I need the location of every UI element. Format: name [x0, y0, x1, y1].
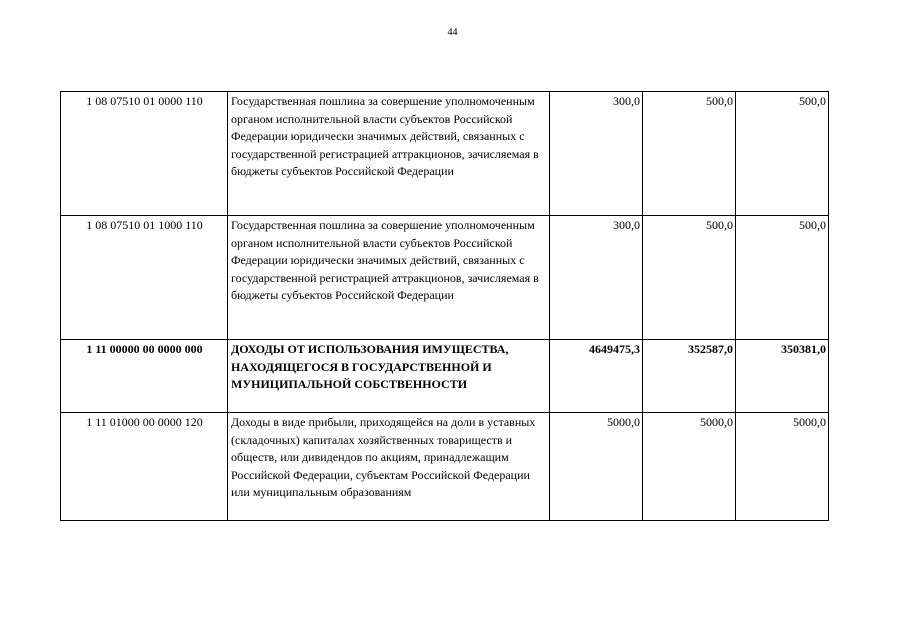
revenue-code: 1 08 07510 01 0000 110 [61, 92, 228, 216]
table-row [61, 216, 829, 340]
amount-year-1: 5000,0 [550, 413, 643, 521]
amount-year-1: 300,0 [550, 216, 643, 340]
revenue-code: 1 08 07510 01 1000 110 [61, 216, 228, 340]
revenue-table [60, 91, 829, 521]
revenue-code: 1 11 00000 00 0000 000 [61, 340, 228, 413]
amount-year-1: 4649475,3 [550, 340, 643, 413]
amount-year-1: 300,0 [550, 92, 643, 216]
amount-year-2: 500,0 [643, 92, 736, 216]
amount-year-3: 500,0 [736, 92, 829, 216]
table-row [61, 413, 829, 521]
table-row [61, 340, 829, 413]
amount-year-3: 500,0 [736, 216, 829, 340]
revenue-name: ДОХОДЫ ОТ ИСПОЛЬЗОВАНИЯ ИМУЩЕСТВА, НАХОДЯЩЕГОСЯ В ГОСУДАРСТВЕННОЙ И МУНИЦИПАЛЬНОЙ СОБСТВЕННОСТИ [228, 340, 550, 413]
table-row [61, 92, 829, 216]
amount-year-2: 352587,0 [643, 340, 736, 413]
revenue-name: Доходы в виде прибыли, приходящейся на доли в уставных (складочных) капиталах хозяйственных товариществ и обществ, или дивидендов по акциям, принадлежащим Российской Федерации, субъектам Российской Федерации или муниципальным образованиям [228, 413, 550, 521]
amount-year-2: 5000,0 [643, 413, 736, 521]
revenue-code: 1 11 01000 00 0000 120 [61, 413, 228, 521]
amount-year-2: 500,0 [643, 216, 736, 340]
page-number: 44 [447, 27, 458, 38]
revenue-name: Государственная пошлина за совершение уполномоченным органом исполнительной власти субъектов Российской Федерации юридически значимых действий, связанных с государственной регистрацией аттракционов, зачисляемая в бюджеты субъектов Российской Федерации [228, 216, 550, 340]
amount-year-3: 350381,0 [736, 340, 829, 413]
amount-year-3: 5000,0 [736, 413, 829, 521]
revenue-name: Государственная пошлина за совершение уполномоченным органом исполнительной власти субъектов Российской Федерации юридически значимых действий, связанных с государственной регистрацией аттракционов, зачисляемая в бюджеты субъектов Российской Федерации [228, 92, 550, 216]
